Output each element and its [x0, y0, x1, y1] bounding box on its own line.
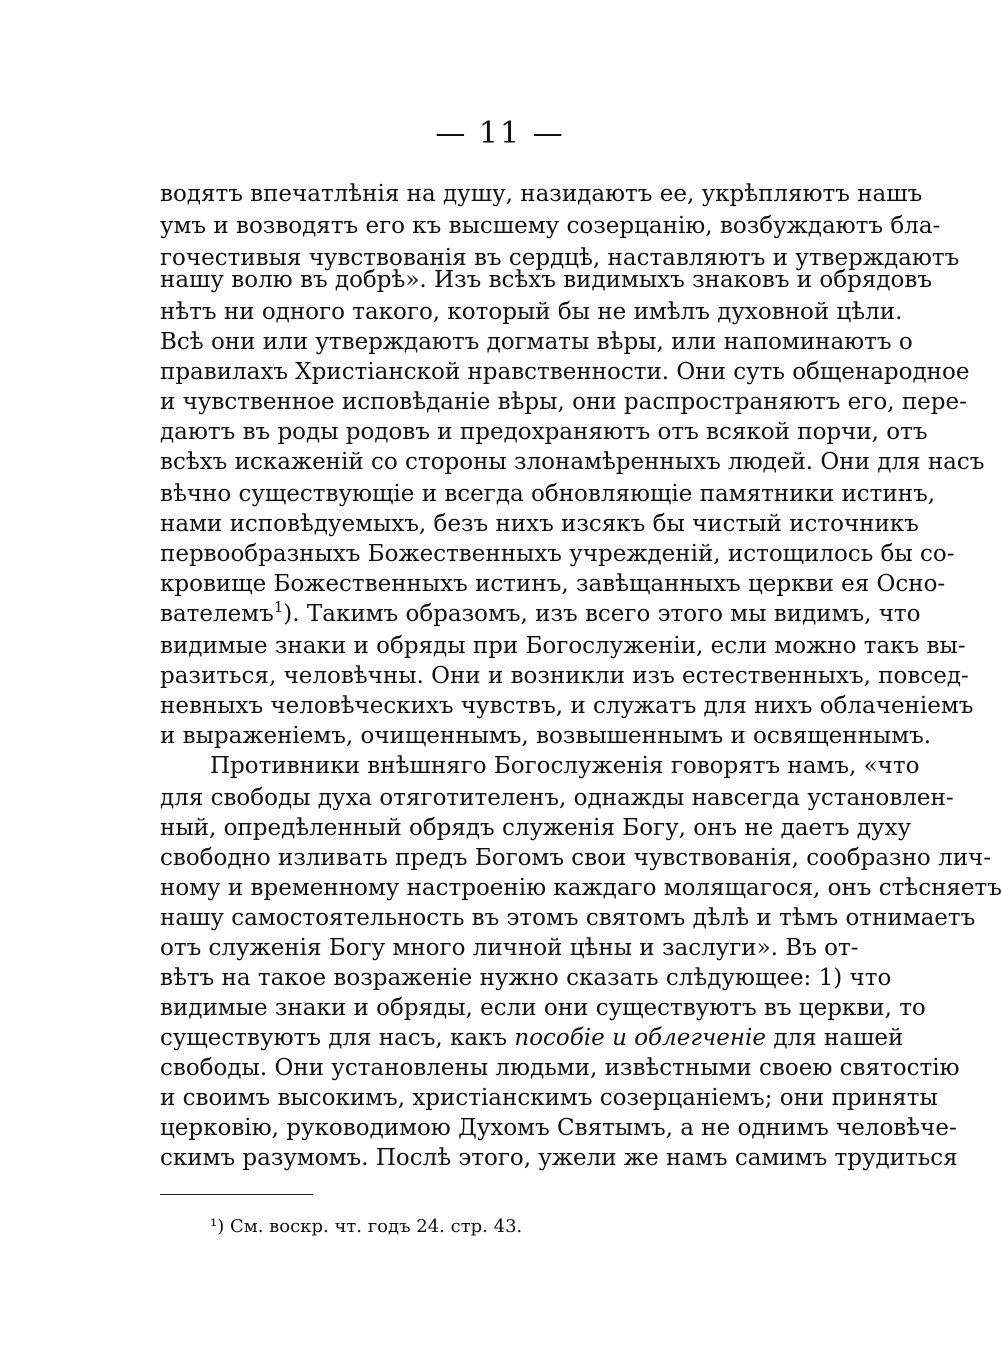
text-line: нашу волю въ добрѣ». Изъ всѣхъ видимыхъ знаковъ и обрядовъ	[160, 267, 932, 293]
text-line: водятъ впечатлѣнія на душу, назидаютъ ее, укрѣпляютъ нашъ	[160, 181, 923, 207]
text-line: разиться, человѣчны. Они и возникли изъ естественныхъ, повсед-	[160, 663, 969, 689]
text-line: видимые знаки и обряды при Богослуженіи, если можно такъ вы-	[160, 633, 966, 659]
text-line: свободно изливать предъ Богомъ свои чувствованія, сообразно лич-	[160, 845, 991, 871]
text-line: и чувственное исповѣданіе вѣры, они распространяютъ его, пере-	[160, 389, 967, 415]
text-line: умъ и возводятъ его къ высшему созерцанію, возбуждаютъ бла-	[160, 213, 941, 239]
text-line: для свободы духа отяготителенъ, однажды навсегда установлен-	[160, 785, 954, 811]
text-line: даютъ въ роды родовъ и предохраняютъ отъ всякой порчи, отъ	[160, 419, 928, 445]
text-line: отъ служенія Богу много личной цѣны и заслуги». Въ от-	[160, 935, 859, 961]
text-line: свободы. Они установлены людьми, извѣстными своею святостію	[160, 1055, 960, 1081]
text-line: первообразныхъ Божественныхъ учрежденій, истощилось бы со-	[160, 541, 955, 567]
text-line: ному и временному настроенію каждаго молящагося, онъ стѣсняетъ	[160, 875, 1002, 901]
text-line: кровище Божественныхъ истинъ, завѣщанныхъ церкви ея Осно-	[160, 571, 946, 597]
text-line	[160, 598, 921, 630]
text-line: ный, опредѣленный обрядъ служенія Богу, онъ не даетъ духу	[160, 815, 911, 841]
text-line: невныхъ человѣческихъ чувствъ, и служатъ для нихъ облаченіемъ	[160, 693, 974, 719]
text-line: нѣтъ ни одного такого, который бы не имѣлъ духовной цѣли.	[160, 299, 903, 325]
page-number: — 11 —	[435, 116, 565, 151]
text-fragment: для нашей	[773, 1025, 904, 1051]
text-line: всѣхъ искаженій со стороны злонамѣренныхъ людей. Они для насъ	[160, 449, 985, 475]
text-fragment: вателемъ	[160, 601, 274, 627]
text-line: вѣтъ на такое возраженіе нужно сказать слѣдующее: 1) что	[160, 965, 892, 991]
text-line: Противники внѣшняго Богослуженія говорятъ намъ, «что	[210, 753, 920, 779]
footnote-reference: 1	[273, 598, 284, 616]
text-line: и своимъ высокимъ, христіанскимъ созерцаніемъ; они приняты	[160, 1085, 938, 1111]
text-line: гочестивыя чувствованія въ сердцѣ, наставляютъ и утверждаютъ	[160, 245, 960, 271]
text-line	[160, 1022, 904, 1054]
text-line: видимые знаки и обряды, если они существуютъ въ церкви, то	[160, 995, 926, 1021]
text-fragment: ). Такимъ образомъ, изъ всего этого мы видимъ, что	[283, 601, 921, 627]
text-line: нами исповѣдуемыхъ, безъ нихъ изсякъ бы чистый источникъ	[160, 511, 919, 537]
footnote: ¹) См. воскр. чт. годъ 24. стр. 43.	[210, 1216, 523, 1237]
text-line: и выраженіемъ, очищеннымъ, возвышеннымъ и освященнымъ.	[160, 723, 932, 749]
text-line: скимъ разумомъ. Послѣ этого, ужели же намъ самимъ трудиться	[160, 1145, 958, 1171]
italic-emphasis: пособіе и облегченіе	[514, 1025, 767, 1051]
text-line: правилахъ Христіанской нравственности. Они суть общенародное	[160, 359, 970, 385]
footnote-separator	[160, 1194, 313, 1195]
text-line: церковію, руководимою Духомъ Святымъ, а не однимъ человѣче-	[160, 1115, 957, 1141]
text-line: Всѣ они или утверждаютъ догматы вѣры, или напоминаютъ о	[160, 329, 913, 355]
text-line: нашу самостоятельность въ этомъ святомъ дѣлѣ и тѣмъ отнимаетъ	[160, 905, 976, 931]
text-fragment: существуютъ для насъ, какъ	[160, 1025, 508, 1051]
text-line: вѣчно существующіе и всегда обновляющіе памятники истинъ,	[160, 481, 936, 507]
